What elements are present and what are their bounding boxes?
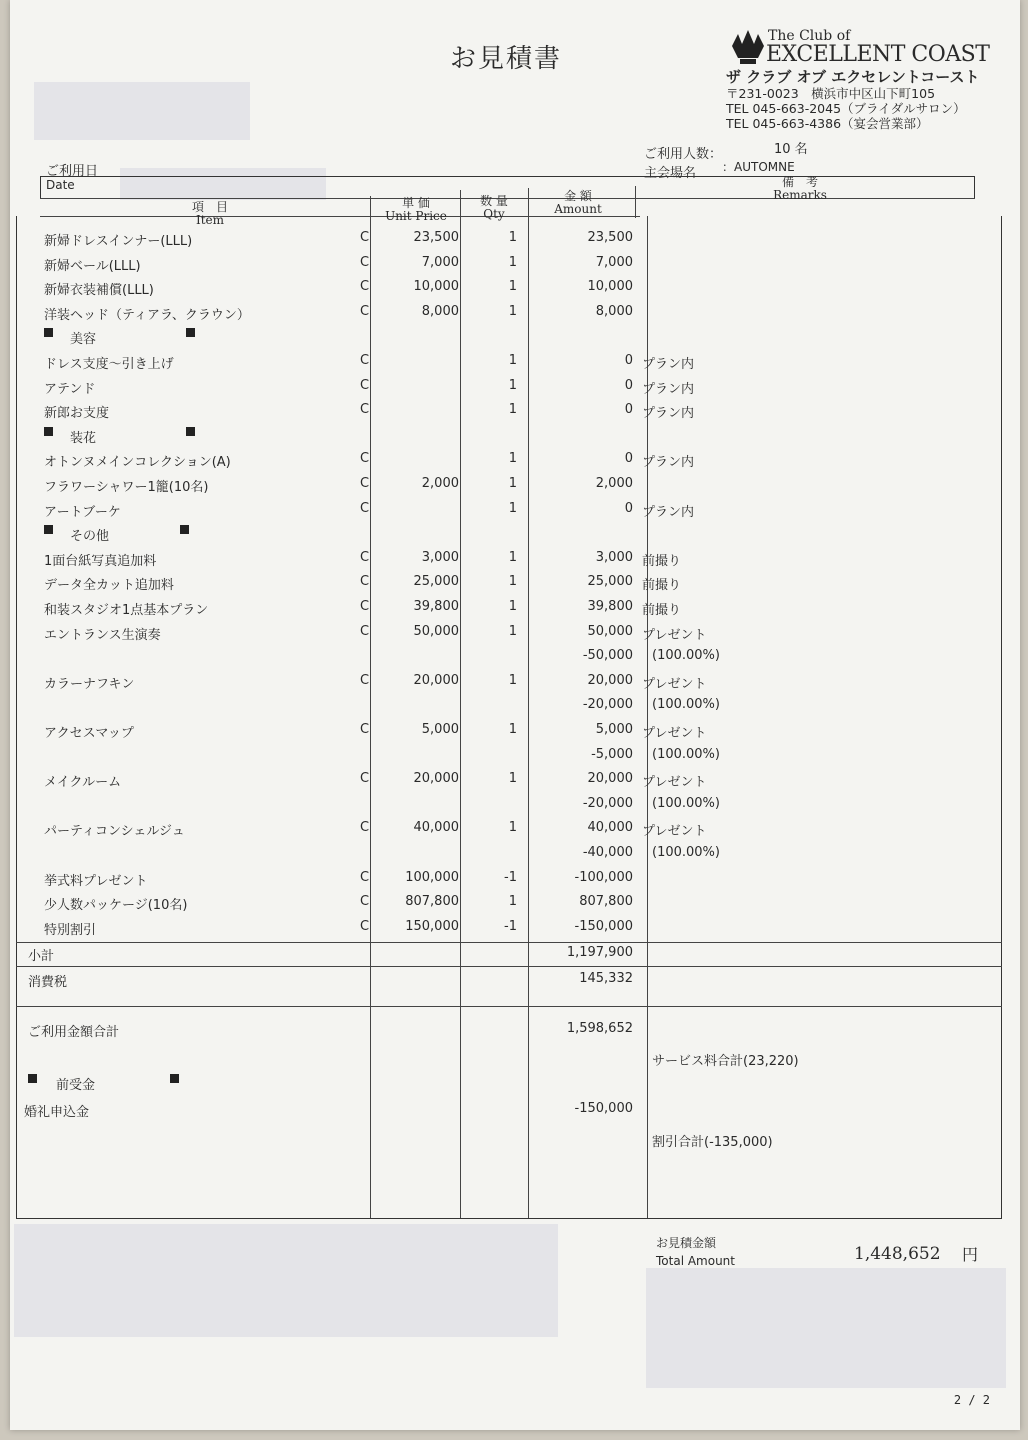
header-unit-en: Unit Price (385, 209, 447, 223)
item-name: 新婦ドレスインナー(LLL) (44, 234, 193, 249)
header-qty (464, 195, 524, 221)
unit-price: 150,000 (405, 918, 459, 934)
amount: -20,000 (582, 697, 633, 713)
amount: -100,000 (574, 869, 633, 885)
quantity: 1 (508, 500, 517, 516)
amount: 5,000 (595, 722, 633, 737)
table-row (10, 378, 1020, 402)
remarks: 前撮り (642, 578, 682, 594)
tax-code: C (360, 894, 370, 910)
crown-logo-icon (728, 28, 768, 68)
table-row (10, 624, 1020, 648)
item-name: 和装スタジオ1点基本プラン (44, 603, 209, 618)
quantity: 1 (508, 279, 517, 295)
venue-value: ：AUTOMNE (722, 160, 795, 174)
phone-line: TEL 045-663-2045（ブライダルサロン） (726, 101, 966, 116)
remarks: プラン内 (642, 455, 695, 471)
header-unit-price (376, 197, 456, 223)
table-row (10, 870, 1020, 894)
table-row (10, 820, 1020, 844)
venue-label: 主会場名 (644, 166, 697, 181)
unit-price: 10,000 (413, 279, 459, 295)
table-row (10, 771, 1020, 795)
tax-row (10, 971, 1020, 995)
tax-code: C (360, 672, 370, 688)
remarks: プレゼント (642, 775, 707, 791)
quantity: 1 (508, 623, 517, 639)
tax-code: C (360, 574, 370, 590)
column-divider (635, 186, 636, 218)
unit-price: 807,800 (405, 894, 459, 910)
table-row (10, 599, 1020, 623)
item-name: 1面台紙写真追加料 (44, 553, 157, 569)
item-name: アテンド (44, 381, 96, 397)
amount: 20,000 (587, 672, 633, 688)
quantity: 1 (508, 722, 517, 737)
quantity: 1 (508, 230, 517, 245)
quantity: 1 (508, 353, 517, 368)
logo-club: The Club of (768, 28, 851, 44)
section-row (10, 427, 1020, 451)
table-row (10, 722, 1020, 746)
table-row (10, 648, 1020, 672)
amount: 39,800 (587, 599, 633, 614)
unit-price: 20,000 (413, 771, 459, 787)
quantity: 1 (508, 254, 517, 270)
tax-code: C (360, 869, 370, 885)
discount-note-row (10, 1131, 1020, 1155)
grand-total-row (10, 1021, 1020, 1045)
table-row (10, 255, 1020, 279)
total-label: お見積金額 (656, 1236, 717, 1250)
divider (16, 1006, 1002, 1007)
grand-total-label: ご利用金額合計 (28, 1025, 120, 1040)
header-qty-jp: 数 量 (480, 194, 508, 208)
phone-line: TEL 045-663-4386（宴会営業部） (726, 116, 929, 131)
table-row (10, 845, 1020, 869)
tax-code: C (360, 820, 370, 836)
remarks: 前撮り (642, 553, 682, 569)
divider (16, 942, 1002, 943)
header-remarks-jp: 備 考 (781, 175, 818, 189)
amount: 40,000 (587, 820, 633, 836)
item-name: メイクルーム (44, 775, 122, 791)
quantity: 1 (508, 599, 517, 614)
amount: 0 (624, 500, 633, 516)
quantity: -1 (504, 918, 517, 934)
section-label: 美容 (70, 332, 97, 348)
tax-label: 消費税 (28, 975, 68, 990)
estimate-sheet (10, 0, 1020, 1430)
total-value: 1,448,652 (854, 1244, 941, 1264)
section-label: その他 (70, 529, 110, 545)
header-unit-jp: 単 価 (402, 196, 430, 210)
section-label: 装花 (70, 430, 97, 446)
header-remarks-en: Remarks (773, 188, 827, 202)
amount: 25,000 (587, 574, 633, 590)
unit-price: 100,000 (405, 869, 459, 885)
amount: -50,000 (582, 648, 633, 664)
logo-kana: ザ クラブ オブ エクセレントコースト (726, 68, 980, 86)
table-row (10, 550, 1020, 574)
amount: 10,000 (587, 279, 633, 295)
item-name: 新婦ベール(LLL) (44, 258, 141, 274)
table-row (10, 697, 1020, 721)
table-row (10, 894, 1020, 918)
total-label-en: Total Amount (656, 1254, 735, 1268)
remarks: プレゼント (642, 676, 707, 692)
unit-price: 3,000 (421, 549, 459, 565)
table-row (10, 919, 1020, 943)
guests-value: 10 名 (774, 142, 808, 157)
tax-code: C (360, 476, 370, 491)
tax-code: C (360, 254, 370, 270)
remarks: プレゼント (642, 726, 707, 741)
table-row (10, 796, 1020, 820)
table-row (10, 673, 1020, 697)
page-title: お見積書 (450, 44, 563, 74)
logo-name: EXCELLENT COAST (766, 42, 990, 67)
quantity: 1 (508, 303, 517, 319)
section-row (10, 328, 1020, 352)
grand-total-value: 1,598,652 (566, 1021, 633, 1036)
redacted-block (34, 82, 250, 140)
table-row (10, 501, 1020, 525)
remarks: (100.00%) (652, 845, 720, 860)
amount: 50,000 (587, 623, 633, 639)
table-row (10, 353, 1020, 377)
redacted-block (14, 1224, 558, 1337)
amount: -5,000 (591, 746, 633, 762)
tax-code: C (360, 722, 370, 737)
header-qty-en: Qty (483, 207, 505, 221)
subtotal-row (10, 945, 1020, 969)
quantity: 1 (508, 820, 517, 836)
amount: 0 (624, 377, 633, 393)
tax-code: C (360, 377, 370, 393)
item-name: オトンヌメインコレクション(A) (44, 455, 231, 471)
table-row (10, 230, 1020, 254)
item-name: カラーナフキン (44, 676, 135, 692)
amount: 20,000 (587, 771, 633, 787)
deposit-row (10, 1101, 1020, 1125)
tax-code: C (360, 303, 370, 319)
tax-code: C (360, 599, 370, 614)
deposit-label: 婚礼申込金 (24, 1105, 90, 1120)
amount: -20,000 (582, 795, 633, 811)
item-name: 特別割引 (44, 922, 97, 938)
remarks: プレゼント (642, 824, 707, 840)
tax-code: C (360, 353, 370, 368)
tax-code: C (360, 623, 370, 639)
tax-code: C (360, 402, 370, 418)
amount: 0 (624, 451, 633, 467)
unit-price: 7,000 (421, 254, 459, 270)
remarks: プラン内 (642, 504, 695, 520)
address-line: 〒231-0023 横浜市中区山下町105 (726, 86, 936, 101)
guests-label: ご利用人数： (644, 147, 723, 162)
item-name: 少人数パッケージ(10名) (44, 898, 188, 914)
header-item (170, 201, 250, 227)
header-item-jp: 項 目 (191, 200, 228, 214)
tax-code: C (360, 771, 370, 787)
item-name: エントランス生演奏 (44, 627, 161, 643)
total-unit: 円 (962, 1245, 979, 1264)
remarks: 前撮り (642, 603, 682, 618)
unit-price: 23,500 (413, 230, 459, 245)
amount: 0 (624, 353, 633, 368)
subtotal-value: 1,197,900 (566, 945, 633, 960)
date-label-en: Date (46, 178, 75, 192)
item-name: パーティコンシェルジュ (44, 824, 185, 840)
redacted-block (646, 1268, 1006, 1388)
remarks: (100.00%) (652, 795, 720, 811)
item-name: フラワーシャワー1籠(10名) (44, 480, 209, 495)
amount: 8,000 (595, 303, 633, 319)
amount: 23,500 (587, 230, 633, 245)
unit-price: 2,000 (421, 476, 459, 491)
divider (40, 216, 640, 217)
header-amount (538, 190, 618, 216)
tax-code: C (360, 918, 370, 934)
service-charge-note: サービス料合計(23,220) (652, 1054, 799, 1069)
table-row (10, 747, 1020, 771)
unit-price: 8,000 (421, 303, 459, 319)
table-row (10, 279, 1020, 303)
quantity: 1 (508, 476, 517, 491)
header-item-en: Item (195, 213, 225, 227)
table-row (10, 574, 1020, 598)
tax-value: 145,332 (579, 971, 633, 986)
amount: 807,800 (579, 894, 633, 910)
quantity: 1 (508, 377, 517, 393)
advance-section-row (10, 1074, 1020, 1098)
quantity: 1 (508, 771, 517, 787)
item-name: アートブーケ (44, 504, 121, 520)
remarks: (100.00%) (652, 697, 720, 713)
header-remarks (750, 176, 850, 202)
quantity: 1 (508, 574, 517, 590)
item-name: ドレス支度～引き上げ (44, 357, 174, 372)
quantity: 1 (508, 402, 517, 418)
amount: 2,000 (595, 476, 633, 491)
table-row (10, 304, 1020, 328)
unit-price: 5,000 (421, 722, 459, 737)
item-name: アクセスマップ (44, 726, 134, 741)
item-name: 新婦衣装補償(LLL) (44, 283, 154, 299)
tax-code: C (360, 549, 370, 565)
quantity: 1 (508, 549, 517, 565)
remarks: (100.00%) (652, 746, 720, 762)
amount: 0 (624, 402, 633, 418)
remarks: プレゼント (642, 627, 707, 643)
amount: -40,000 (582, 845, 633, 860)
unit-price: 25,000 (413, 574, 459, 590)
tax-code: C (360, 451, 370, 467)
page-number: 2 / 2 (953, 1393, 990, 1407)
discount-total-note: 割引合計(-135,000) (652, 1135, 773, 1150)
item-name: データ全カット追加料 (44, 578, 174, 594)
quantity: 1 (508, 672, 517, 688)
quantity: 1 (508, 451, 517, 467)
item-name: 新郎お支度 (44, 406, 110, 422)
service-note-row (10, 1050, 1020, 1074)
amount: -150,000 (574, 918, 633, 934)
tax-code: C (360, 500, 370, 516)
advance-label: 前受金 (56, 1078, 96, 1093)
subtotal-label: 小計 (28, 949, 55, 964)
remarks: (100.00%) (652, 648, 720, 664)
section-row (10, 525, 1020, 549)
table-row (10, 476, 1020, 500)
quantity: 1 (508, 894, 517, 910)
item-name: 洋装ヘッド（ティアラ、クラウン） (44, 307, 250, 323)
remarks: プラン内 (642, 406, 695, 422)
unit-price: 39,800 (413, 599, 459, 614)
tax-code: C (360, 279, 370, 295)
quantity: -1 (504, 869, 517, 885)
header-amount-jp: 金 額 (564, 189, 592, 203)
unit-price: 50,000 (413, 623, 459, 639)
item-name: 挙式料プレゼント (44, 873, 148, 889)
amount: 3,000 (595, 549, 633, 565)
table-row (10, 402, 1020, 426)
table-row (10, 451, 1020, 475)
deposit-value: -150,000 (574, 1101, 633, 1116)
company-address (726, 86, 966, 131)
remarks: プラン内 (642, 381, 695, 397)
tax-code: C (360, 230, 370, 245)
amount: 7,000 (595, 254, 633, 270)
date-label: ご利用日 (46, 164, 99, 179)
unit-price: 20,000 (413, 672, 459, 688)
remarks: プラン内 (642, 357, 695, 372)
header-amount-en: Amount (554, 202, 602, 216)
unit-price: 40,000 (413, 820, 459, 836)
